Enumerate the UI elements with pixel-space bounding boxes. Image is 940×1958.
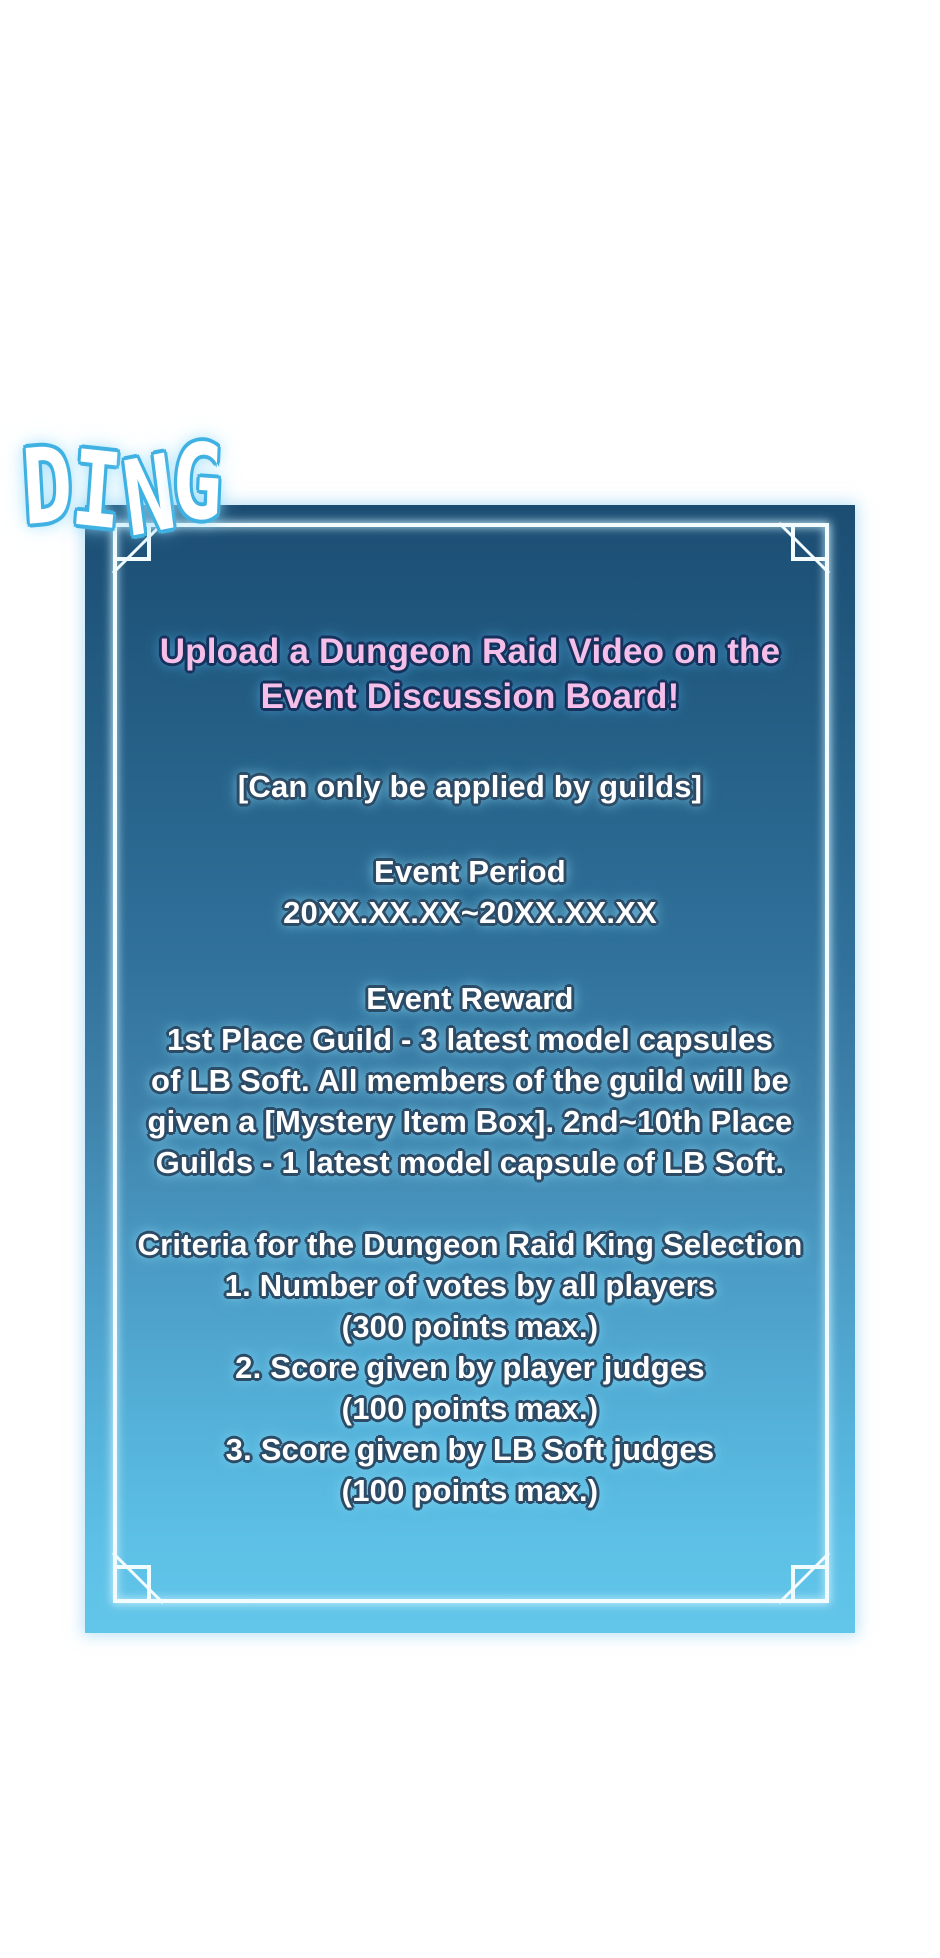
criteria-line: (300 points max.): [341, 1309, 599, 1344]
event-reward-line: 1st Place Guild - 3 latest model capsules: [166, 1022, 774, 1057]
event-period-heading: Event Period: [374, 854, 566, 889]
criteria-line: (100 points max.): [341, 1391, 599, 1426]
ding-sound-effect: [18, 419, 225, 561]
event-reward-heading: Event Reward: [366, 981, 574, 1016]
eligibility-section: [85, 766, 855, 807]
event-period-dates: 20XX.XX.XX~20XX.XX.XX: [283, 895, 657, 930]
notice-title-line-1: Upload a Dungeon Raid Video on the: [159, 632, 781, 671]
event-reward-line: of LB Soft. All members of the guild will be: [150, 1063, 789, 1098]
sfx-letter: D: [18, 422, 76, 550]
event-notice-panel: [85, 505, 855, 1633]
event-reward-line: Guilds - 1 latest model capsule of LB Soft.: [155, 1145, 785, 1180]
sfx-letter: G: [169, 419, 225, 545]
eligibility-note: [Can only be applied by guilds]: [237, 769, 703, 804]
corner-ornament-top-right: [773, 523, 829, 579]
criteria-line: (100 points max.): [341, 1473, 599, 1508]
corner-ornament-bottom-left: [113, 1547, 169, 1603]
criteria-heading: Criteria for the Dungeon Raid King Selection: [137, 1227, 803, 1262]
criteria-section: [85, 1224, 855, 1511]
event-reward-line: given a [Mystery Item Box]. 2nd~10th Place: [147, 1104, 793, 1139]
event-reward-section: [85, 978, 855, 1183]
criteria-line: 3. Score given by LB Soft judges: [225, 1432, 715, 1467]
criteria-line: 2. Score given by player judges: [235, 1350, 705, 1385]
event-period-section: [85, 851, 855, 933]
criteria-line: 1. Number of votes by all players: [224, 1268, 716, 1303]
corner-ornament-bottom-right: [773, 1547, 829, 1603]
notice-title-line-2: Event Discussion Board!: [260, 677, 680, 716]
notice-title: [85, 629, 855, 719]
sfx-letter: I: [67, 426, 126, 554]
sfx-letter: N: [116, 430, 182, 561]
